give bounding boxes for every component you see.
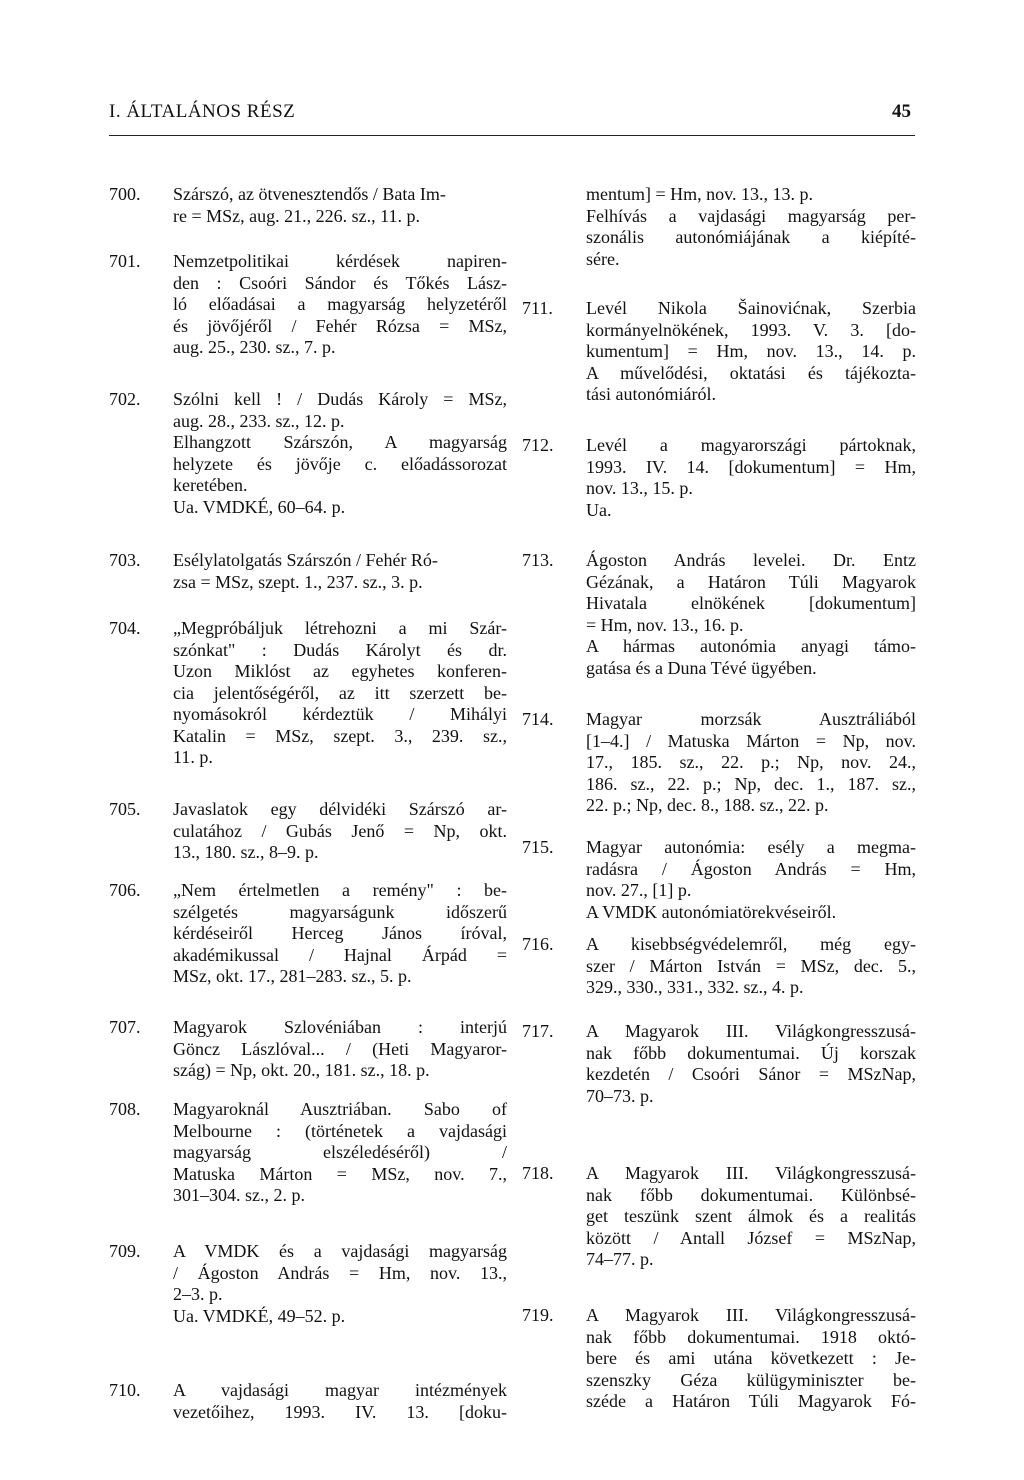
entry-text-line: = Hm, nov. 13., 16. p. — [586, 614, 744, 635]
entry-text — [173, 251, 507, 359]
entry-text-line: Matuska Márton = MSz, nov. 7., — [173, 1163, 507, 1184]
entry-text — [586, 435, 916, 521]
entry-text — [173, 1241, 507, 1327]
entry-number: 702. — [109, 389, 141, 409]
entry-text-line: kérdéseiről Herceg János íróval, — [173, 923, 507, 943]
entry-text — [586, 837, 916, 923]
entry-text-line: vezetőihez, 1993. IV. 13. [doku- — [173, 1401, 507, 1422]
entry-number: 701. — [109, 251, 141, 271]
entry-text — [586, 709, 916, 817]
entry-number: 714. — [522, 709, 554, 729]
entry-text-line: re = MSz, aug. 21., 226. sz., 11. p. — [173, 205, 420, 226]
entry-text-line: Felhívás a vajdasági magyarság per- — [586, 205, 916, 226]
entry-text-line: A Magyarok III. Világkongresszusá- — [586, 1021, 916, 1041]
entry-text-line: Levél Nikola Šainovićnak, Szerbia — [586, 298, 916, 318]
entry-number: 718. — [522, 1163, 554, 1183]
entry-text-line: 301–304. sz., 2. p. — [173, 1185, 305, 1205]
entry-text-line: Ua. — [586, 499, 612, 520]
entry-text-line: gatása és a Duna Tévé ügyében. — [586, 657, 817, 678]
entry-text-line: Szólni kell ! / Dudás Károly = MSz, — [173, 389, 507, 409]
entry-text — [173, 799, 507, 864]
entry-number: 719. — [522, 1305, 554, 1325]
entry-number: 705. — [109, 799, 141, 819]
entry-text-line: 70–73. p. — [586, 1085, 654, 1106]
entry-text-line: aug. 28., 233. sz., 12. p. — [173, 410, 345, 431]
entry-text-line: kezdetén / Csoóri Sánor = MSzNap, — [586, 1064, 916, 1084]
entry-text-line: nak főbb dokumentumai. Különbsé- — [586, 1184, 916, 1205]
entry-text-line: keretében. — [173, 475, 248, 495]
entry-text-line: zsa = MSz, szept. 1., 237. sz., 3. p. — [173, 571, 423, 592]
entry-text-line: Szárszó, az ötvenesztendős / Bata Im- — [173, 184, 446, 204]
entry-text-line: szónkat" : Dudás Károlyt és dr. — [173, 639, 507, 660]
entry-number: 708. — [109, 1099, 141, 1119]
entry-text-line: 22. p.; Np, dec. 8., 188. sz., 22. p. — [586, 795, 829, 815]
entry-text-line: 186. sz., 22. p.; Np, dec. 1., 187. sz., — [586, 773, 916, 794]
entry-text-line: Magyarok Szlovéniában : interjú — [173, 1017, 507, 1037]
entry-text-line: culatához / Gubás Jenő = Np, okt. — [173, 820, 507, 841]
entry-text-line: 329., 330., 331., 332. sz., 4. p. — [586, 977, 804, 997]
entry-text-line: Elhangzott Szárszón, A magyarság — [173, 432, 507, 452]
entry-text-line: kumentum] = Hm, nov. 13., 14. p. — [586, 341, 916, 361]
entry-text-line: 74–77. p. — [586, 1249, 654, 1269]
entry-text-line: nyomásokról kérdeztük / Mihályi — [173, 704, 507, 724]
entry-text — [586, 1305, 916, 1413]
entry-text-line: szonális autonómiájának a kiépíté- — [586, 227, 916, 247]
entry-number: 717. — [522, 1021, 554, 1041]
entry-number: 715. — [522, 837, 554, 857]
entry-text-line: Ua. VMDKÉ, 49–52. p. — [173, 1305, 346, 1326]
entry-text — [586, 1021, 916, 1107]
entry-text-line: magyarság elszéledéséről) / — [173, 1142, 507, 1162]
entry-text-line: „Nem értelmetlen a remény" : be- — [173, 880, 507, 900]
entry-text-line: Ágoston András levelei. Dr. Entz — [586, 550, 916, 570]
entry-text-line: Melbourne : (történetek a vajdasági — [173, 1120, 507, 1141]
entry-text-line: akadémikussal / Hajnal Árpád = — [173, 944, 507, 965]
section-title: I. ÁLTALÁNOS RÉSZ — [109, 101, 296, 122]
entry-text — [586, 184, 916, 270]
entry-text — [173, 1099, 507, 1207]
page-header — [109, 101, 915, 136]
entry-text — [173, 1017, 507, 1082]
entry-text-line: szélgetés magyarságunk időszerű — [173, 901, 507, 922]
entry-text-line: Hivatala elnökének [dokumentum] — [586, 593, 916, 613]
entry-number: 716. — [522, 934, 554, 954]
entry-text-line: A VMDK autonómiatörekvéseiről. — [586, 901, 837, 922]
entry-text-line: ló előadásai a magyarság helyzetéről — [173, 294, 507, 314]
entry-text — [173, 184, 507, 227]
entry-text-line: aug. 25., 230. sz., 7. p. — [173, 337, 336, 357]
entry-text-line: nak főbb dokumentumai. 1918 októ- — [586, 1326, 916, 1347]
entry-text-line: nov. 27., [1] p. — [586, 880, 692, 900]
entry-text-line: A hármas autonómia anyagi támo- — [586, 636, 916, 656]
entry-text-line: „Megpróbáljuk létrehozni a mi Szár- — [173, 618, 507, 638]
entry-text — [173, 1380, 507, 1423]
entry-text — [173, 880, 507, 988]
entry-number: 712. — [522, 435, 554, 455]
entry-text-line: 17., 185. sz., 22. p.; Np, nov. 24., — [586, 752, 916, 772]
entry-text — [586, 298, 916, 406]
entry-text-line: den : Csoóri Sándor és Tőkés Lász- — [173, 272, 507, 293]
entry-number: 713. — [522, 550, 554, 570]
entry-text-line: sére. — [586, 248, 620, 269]
entry-text-line: bere és ami utána következett : Je- — [586, 1348, 916, 1368]
entry-number: 704. — [109, 618, 141, 638]
entry-text-line: Magyar morzsák Ausztráliából — [586, 709, 916, 729]
entry-text — [173, 618, 507, 769]
entry-text-line: Uzon Miklóst az egyhetes konferen- — [173, 661, 507, 681]
entry-text-line: szág) = Np, okt. 20., 181. sz., 18. p. — [173, 1060, 430, 1080]
entry-text-line: Levél a magyarországi pártoknak, — [586, 435, 916, 455]
entry-text-line: A Magyarok III. Világkongresszusá- — [586, 1305, 916, 1325]
entry-text-line: szenszky Géza külügyminiszter be- — [586, 1369, 916, 1390]
entry-text-line: radásra / Ágoston András = Hm, — [586, 858, 916, 879]
entry-text-line: A művelődési, oktatási és tájékozta- — [586, 362, 916, 383]
entry-text — [586, 550, 916, 679]
entry-text-line: széde a Határon Túli Magyarok Fó- — [586, 1391, 916, 1411]
entry-text-line: kormányelnökének, 1993. V. 3. [do- — [586, 319, 916, 340]
entry-text-line: nov. 13., 15. p. — [586, 478, 693, 498]
entry-number: 709. — [109, 1241, 141, 1261]
entry-text-line: Javaslatok egy délvidéki Szárszó ar- — [173, 799, 507, 819]
entry-text — [586, 1163, 916, 1271]
entry-text — [586, 934, 916, 999]
entry-text-line: helyzete és jövője c. előadássorozat — [173, 453, 507, 474]
entry-number: 711. — [522, 298, 553, 318]
entry-text-line: Magyar autonómia: esély a megma- — [586, 837, 916, 857]
entry-text-line: és jövőjéről / Fehér Rózsa = MSz, — [173, 315, 507, 336]
entry-number: 700. — [109, 184, 141, 204]
entry-text-line: [1–4.] / Matuska Márton = Np, nov. — [586, 730, 916, 751]
entry-text-line: Katalin = MSz, szept. 3., 239. sz., — [173, 725, 507, 746]
entry-text-line: szer / Márton István = MSz, dec. 5., — [586, 955, 916, 976]
entry-number: 710. — [109, 1380, 141, 1400]
entry-text-line: nak főbb dokumentumai. Új korszak — [586, 1042, 916, 1063]
entry-text-line: mentum] = Hm, nov. 13., 13. p. — [586, 184, 813, 204]
entry-number: 703. — [109, 550, 141, 570]
page-number: 45 — [892, 101, 911, 122]
entry-number: 707. — [109, 1017, 141, 1037]
entry-text-line: Göncz Lászlóval... / (Heti Magyaror- — [173, 1038, 507, 1059]
entry-text — [173, 550, 507, 593]
entry-text-line: get teszünk szent álmok és a realitás — [586, 1206, 916, 1226]
entry-text-line: között / Antall József = MSzNap, — [586, 1227, 916, 1248]
entry-text-line: 13., 180. sz., 8–9. p. — [173, 842, 319, 862]
entry-number: 706. — [109, 880, 141, 900]
entry-text-line: tási autonómiáról. — [586, 384, 716, 404]
entry-text-line: 2–3. p. — [173, 1284, 223, 1304]
entry-text-line: MSz, okt. 17., 281–283. sz., 5. p. — [173, 966, 412, 986]
entry-text-line: / Ágoston András = Hm, nov. 13., — [173, 1262, 507, 1283]
entry-text-line: Magyaroknál Ausztriában. Sabo of — [173, 1099, 507, 1119]
entry-text-line: A Magyarok III. Világkongresszusá- — [586, 1163, 916, 1183]
entry-text-line: cia jelentőségéről, az itt szerzett be- — [173, 682, 507, 703]
entry-text-line: Nemzetpolitikai kérdések napiren- — [173, 251, 507, 271]
entry-text-line: 1993. IV. 14. [dokumentum] = Hm, — [586, 456, 916, 477]
entry-text-line: 11. p. — [173, 747, 213, 767]
entry-text — [173, 389, 507, 518]
entry-text-line: Gézának, a Határon Túli Magyarok — [586, 571, 916, 592]
entry-text-line: A vajdasági magyar intézmények — [173, 1380, 507, 1400]
entry-text-line: A VMDK és a vajdasági magyarság — [173, 1241, 507, 1261]
entry-text-line: A kisebbségvédelemről, még egy- — [586, 934, 916, 954]
entry-text-line: Ua. VMDKÉ, 60–64. p. — [173, 496, 346, 517]
entry-text-line: Esélylatolgatás Szárszón / Fehér Ró- — [173, 550, 438, 570]
